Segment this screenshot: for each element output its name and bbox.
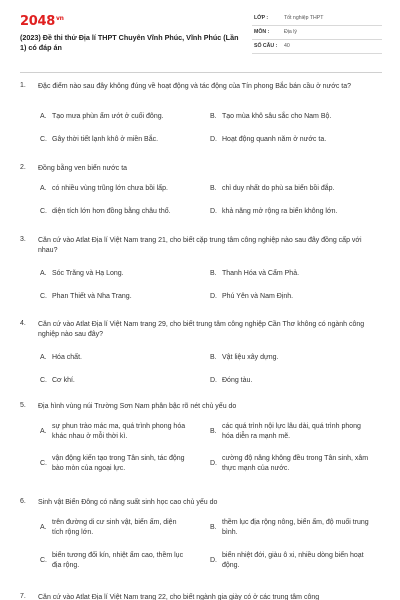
option-text: Hoạt động quanh năm ở nước ta.	[222, 136, 327, 143]
option-text: khả năng mở rộng ra biển không lớn.	[222, 208, 338, 215]
logo-suffix: vn	[55, 14, 64, 22]
question-2	[20, 164, 382, 224]
question-number: 6.	[20, 498, 26, 505]
option-letter: B.	[210, 524, 217, 531]
option-text: Cơ khí.	[52, 377, 75, 384]
option-text: Tạo mùa khô sâu sắc cho Nam Bộ.	[222, 113, 332, 120]
option-letter: A.	[40, 113, 47, 120]
option-text: các quá trình nội lực lâu dài, quá trình phong hóa diễn ra mạnh mẽ.	[222, 423, 361, 441]
option-letter: C.	[40, 377, 47, 384]
meta-row-class	[252, 12, 382, 26]
option-text: chỉ duy nhất do phù sa biển bồi đắp.	[222, 185, 335, 192]
option-letter: C.	[40, 208, 47, 215]
option-letter: A.	[40, 270, 47, 277]
question-text: Đặc điểm nào sau đây không đúng về hoạt động và tác động của Tín phong Bắc bán cầu ở nước ta?	[38, 83, 352, 90]
option-text: vận động kiến tạo trong Tân sinh, tác động bào mòn của ngoại lực.	[52, 455, 185, 473]
option-text: Đóng tàu.	[222, 377, 253, 384]
question-number: 7.	[20, 593, 26, 600]
option-text: sự phun trào mác ma, quá trình phong hóa khác nhau ở mỗi thời kì.	[52, 423, 186, 441]
option-letter: C.	[40, 557, 47, 564]
page-header	[0, 0, 400, 62]
meta-row-subject	[252, 26, 382, 40]
option-text: trên đường di cư sinh vật, biển ấm, diện tích rộng lớn.	[52, 519, 177, 537]
option-letter: B.	[210, 113, 217, 120]
option-text: Vật liệu xây dựng.	[222, 354, 279, 361]
option-text: Hóa chất.	[52, 354, 82, 361]
option-text: Phú Yên và Nam Định.	[222, 293, 294, 300]
option-text: Gây thời tiết lạnh khô ở miền Bắc.	[52, 136, 159, 143]
option-letter: A.	[40, 185, 47, 192]
meta-value: Địa lý	[284, 29, 297, 35]
option-text: biển nhiệt đới, giàu ô xi, nhiều dòng biển hoạt động.	[222, 552, 364, 570]
question-4	[20, 320, 382, 390]
option-text: biển tương đối kín, nhiệt ẩm cao, thềm lục địa rộng.	[52, 552, 184, 570]
option-letter: B.	[210, 354, 217, 361]
option-text: diện tích lớn hơn đồng bằng châu thổ.	[52, 208, 171, 215]
question-1	[20, 82, 382, 152]
option-letter: B.	[210, 185, 217, 192]
option-letter: B.	[210, 428, 217, 435]
exam-title: (2023) Đề thi thử Địa lí THPT Chuyên Vĩnh Phúc, Vĩnh Phúc (Lần 1) có đáp án	[20, 33, 239, 52]
option-letter: D.	[210, 136, 217, 143]
option-text: Thanh Hóa và Cẩm Phả.	[222, 270, 300, 277]
option-letter: C.	[40, 293, 47, 300]
meta-value: Tốt nghiệp THPT	[284, 15, 324, 21]
option-text: Phan Thiết và Nha Trang.	[52, 293, 132, 300]
option-letter: D.	[210, 377, 217, 384]
option-text: Tạo mưa phùn ẩm ướt ở cuối đông.	[52, 113, 164, 120]
meta-key: SỐ CÂU :	[254, 43, 278, 49]
question-text: Căn cứ vào Atlat Địa lí Việt Nam trang 21, cho biết cặp trung tâm công nghiệp nào sau đây đồng cấp với nhau?	[38, 237, 362, 255]
question-number: 5.	[20, 402, 26, 409]
option-letter: A.	[40, 428, 47, 435]
option-text: có nhiều vùng trũng lớn chưa bồi lấp.	[52, 185, 168, 192]
question-7	[20, 593, 382, 600]
option-letter: D.	[210, 460, 217, 467]
option-text: cường độ nâng không đều trong Tân sinh, xâm thực mạnh của nước.	[222, 455, 369, 473]
question-number: 3.	[20, 236, 26, 243]
option-letter: A.	[40, 524, 47, 531]
question-text: Sinh vật Biển Đông có năng suất sinh học cao chủ yếu do	[38, 499, 218, 506]
option-letter: B.	[210, 270, 217, 277]
site-logo[interactable]	[20, 14, 64, 29]
meta-row-count	[252, 40, 382, 54]
option-text: thềm lục địa rộng nông, biển ấm, độ muối trung bình.	[222, 519, 369, 537]
option-letter: C.	[40, 136, 47, 143]
question-text: Căn cứ vào Atlat Địa lí Việt Nam trang 22, cho biết ngành gia giày có ở các trung tâm công	[38, 594, 320, 600]
option-text: Sóc Trăng và Hạ Long.	[52, 270, 124, 277]
option-letter: D.	[210, 293, 217, 300]
question-text: Đồng bằng ven biển nước ta	[38, 165, 128, 172]
meta-value: 40	[284, 43, 290, 49]
meta-key: LỚP :	[254, 15, 269, 21]
question-5	[20, 402, 382, 488]
option-letter: A.	[40, 354, 47, 361]
exam-meta	[252, 12, 382, 54]
question-number: 4.	[20, 320, 26, 327]
question-6	[20, 498, 382, 584]
logo-text: 2048	[20, 14, 55, 29]
question-text: Căn cứ vào Atlat Địa lí Việt Nam trang 29, cho biết trung tâm công nghiệp Cần Thơ không có ngành công nghiệp nào sau đây?	[38, 321, 365, 339]
header-divider	[20, 72, 382, 73]
question-number: 1.	[20, 82, 26, 89]
question-number: 2.	[20, 164, 26, 171]
question-3	[20, 236, 382, 306]
option-letter: C.	[40, 460, 47, 467]
question-text: Địa hình vùng núi Trường Sơn Nam phân bậc rõ nét chủ yếu do	[38, 403, 237, 410]
option-letter: D.	[210, 208, 217, 215]
meta-key: MÔN :	[254, 29, 270, 35]
option-letter: D.	[210, 557, 217, 564]
